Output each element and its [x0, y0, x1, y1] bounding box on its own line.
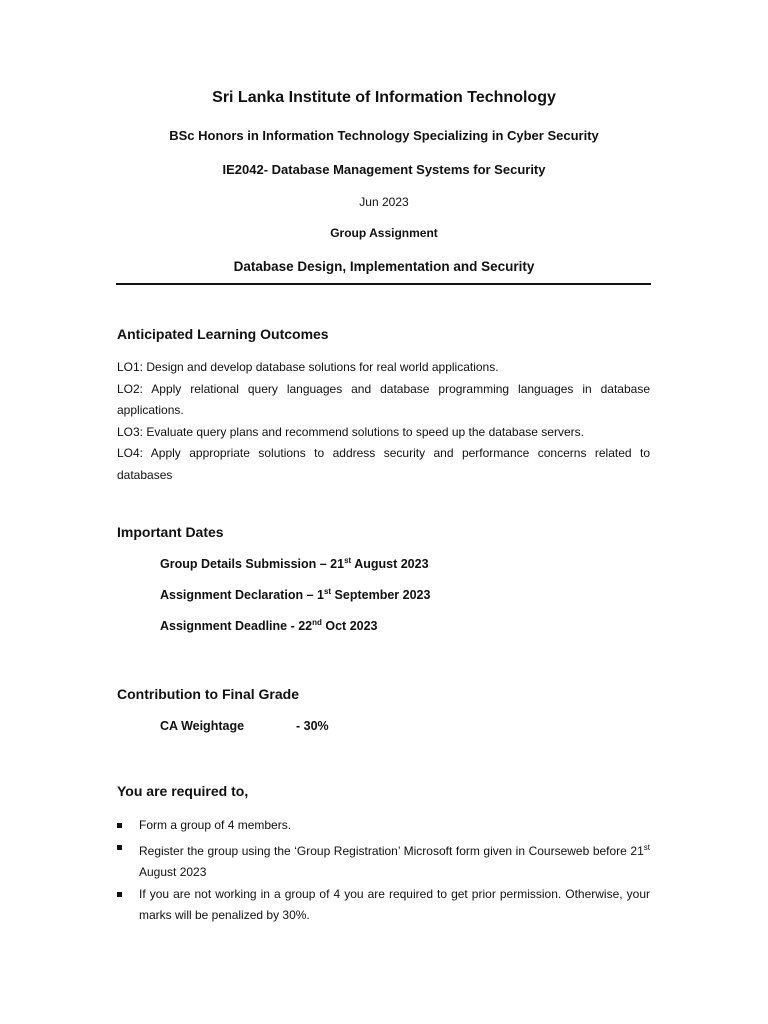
institute-title: Sri Lanka Institute of Information Technology — [212, 89, 556, 106]
learning-outcome-item: LO1: Design and develop database solutions for real world applications. — [117, 360, 499, 374]
title-divider — [116, 283, 651, 285]
final-grade-heading: Contribution to Final Grade — [117, 686, 299, 702]
degree-title: BSc Honors in Information Technology Specializing in Cyber Security — [169, 128, 599, 143]
date-item-declaration: Assignment Declaration – 1st September 2023 — [160, 586, 431, 602]
assignment-title: Database Design, Implementation and Security — [233, 259, 535, 274]
requirements-list — [117, 815, 650, 927]
assignment-type: Group Assignment — [330, 226, 438, 240]
requirement-item: If you are not working in a group of 4 you are required to get prior permission. Otherwise, your marks will be penalized by 30%. — [117, 884, 650, 927]
bullet-icon — [117, 845, 122, 850]
requirement-item: Form a group of 4 members. — [117, 815, 650, 837]
learning-outcome-item: LO3: Evaluate query plans and recommend solutions to speed up the database servers. — [117, 424, 584, 439]
module-title: IE2042- Database Management Systems for Security — [222, 162, 546, 177]
ca-weightage-label: CA Weightage — [160, 719, 245, 733]
learning-outcome-item: LO2: Apply relational query languages and database programming languages in database applications. — [117, 381, 650, 417]
bullet-icon — [117, 823, 122, 828]
requirements-heading: You are required to, — [117, 783, 249, 799]
issue-date: Jun 2023 — [359, 195, 409, 209]
date-item-deadline: Assignment Deadline - 22nd Oct 2023 — [160, 617, 378, 633]
learning-outcome-item: LO4: Apply appropriate solutions to address security and performance concerns related to databases — [117, 446, 650, 482]
important-dates-heading: Important Dates — [117, 524, 224, 540]
requirement-item: Register the group using the ‘Group Registration’ Microsoft form given in Courseweb before 21st August 2023 — [117, 837, 650, 884]
bullet-icon — [117, 892, 122, 897]
date-item-group-details: Group Details Submission – 21st August 2023 — [160, 555, 429, 571]
learning-outcomes-heading: Anticipated Learning Outcomes — [117, 326, 329, 342]
learning-outcomes-list — [117, 357, 650, 486]
ca-weightage-value: - 30% — [296, 719, 329, 733]
